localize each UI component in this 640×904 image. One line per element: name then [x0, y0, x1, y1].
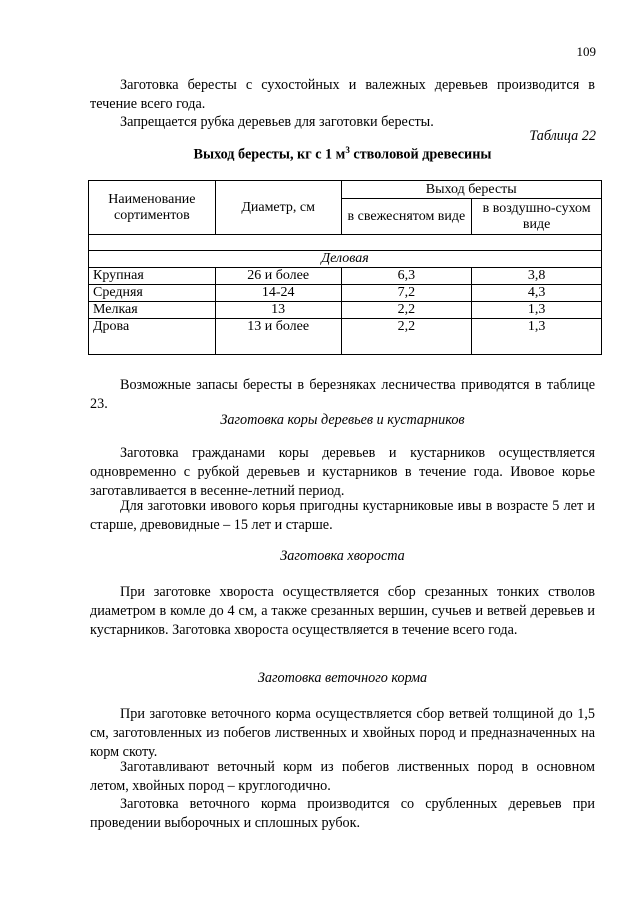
cell-name: Средняя — [89, 285, 216, 302]
cell-name: Мелкая — [89, 302, 216, 319]
cell-fresh: 7,2 — [341, 285, 472, 302]
table-spacer-row — [89, 235, 602, 251]
table-row — [89, 319, 602, 355]
paragraph-birch-bark-harvest-season: Заготовка бересты с сухостойных и валежных деревьев производится в течение всего года. — [90, 77, 595, 112]
cell-fresh: 2,2 — [341, 302, 472, 319]
cell-fresh: 6,3 — [341, 268, 472, 285]
paragraph-bark-harvest: Заготовка гражданами коры деревьев и кустарников осуществляется одновременно с рубкой деревьев и кустарников в течение года. Ивовое корье заготавливается в весенне-летний период. — [90, 445, 595, 499]
cell-fresh: 2,2 — [341, 319, 472, 355]
paragraph-willow-bark: Для заготовки ивового корья пригодны кустарниковые ивы в возрасте 5 лет и старше, древовидные – 15 лет и старше. — [90, 498, 595, 533]
section-heading-brushwood: Заготовка хвороста — [280, 548, 405, 564]
paragraph-brushwood-harvest: При заготовке хвороста осуществляется сбор срезанных тонких стволов диаметром в комле до 4 см, а также срезанных вершин, сучьев и ветвей деревьев и кустарников. Заготовка хвороста осуществляется в течение всего года. — [90, 584, 595, 638]
paragraph-twig-fodder-collection: При заготовке веточного корма осуществляется сбор ветвей толщиной до 1,5 см, заготовленных из побегов лиственных и хвойных пород и предназначенных на корм скоту. — [90, 706, 595, 760]
cell-diameter: 13 — [215, 302, 341, 319]
cell-name: Дрова — [89, 319, 216, 355]
paragraph-twig-fodder-season: Заготавливают веточный корм из побегов лиственных пород в основном летом, хвойных пород – круглогодично. — [90, 759, 595, 794]
header-bark-yield: Выход бересты — [341, 181, 602, 199]
table-caption: Таблица 22 — [529, 128, 596, 144]
paragraph-felling-prohibited: Запрещается рубка деревьев для заготовки бересты. — [120, 114, 434, 130]
table-row — [89, 268, 602, 285]
cell-air-dry: 1,3 — [472, 319, 602, 355]
paragraph-reserves-reference: Возможные запасы бересты в березняках лесничества приводятся в таблице 23. — [90, 377, 595, 412]
header-air-dry: в воздушно-сухом виде — [472, 199, 602, 235]
cell-diameter: 13 и более — [215, 319, 341, 355]
table-row — [89, 285, 602, 302]
cell-air-dry: 4,3 — [472, 285, 602, 302]
cell-air-dry: 1,3 — [472, 302, 602, 319]
paragraph-twig-fodder-source: Заготовка веточного корма производится со срубленных деревьев при проведении выборочных и сплошных рубок. — [90, 796, 595, 831]
cell-diameter: 14-24 — [215, 285, 341, 302]
cell-name: Крупная — [89, 268, 216, 285]
table-row — [89, 302, 602, 319]
page-number: 109 — [576, 44, 596, 59]
birch-bark-yield-table — [88, 180, 602, 355]
cell-diameter: 26 и более — [215, 268, 341, 285]
header-assortment-name: Наименование сортиментов — [89, 181, 216, 235]
table-title: Выход бересты, кг с 1 $м^3$ стволовой древесины — [193, 145, 492, 163]
cell-air-dry: 3,8 — [472, 268, 602, 285]
section-heading-twig-fodder: Заготовка веточного корма — [257, 670, 428, 686]
header-diameter: Диаметр, см — [215, 181, 341, 235]
table-group-label: Деловая — [89, 251, 602, 268]
section-heading-bark: Заготовка коры деревьев и кустарников — [220, 412, 465, 428]
header-fresh: в свежеснятом виде — [341, 199, 472, 235]
